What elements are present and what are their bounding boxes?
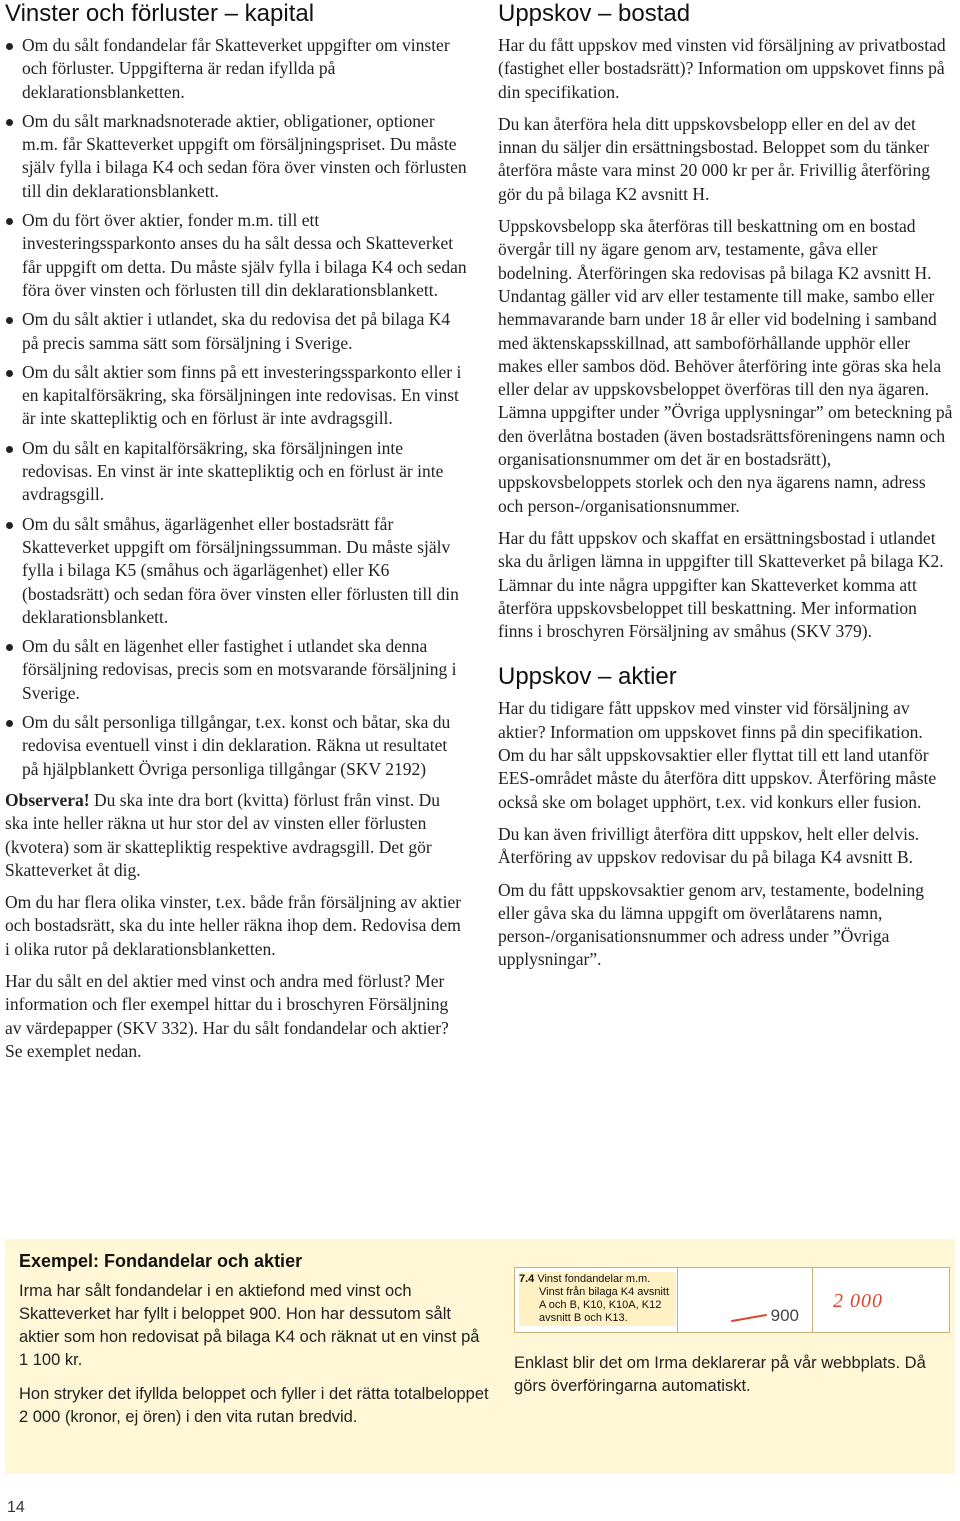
bullet-dot [6, 317, 13, 324]
bullet-text: Om du fört över aktier, fonder m.m. till ett investeringssparkonto anses du ha sålt dessa och Skatteverket får uppgift om detta. Du måste själv fylla i bilaga K4 och sedan föra över vinsten och förlusten till din deklarationsblankett. [22, 210, 467, 300]
bostad-paragraph: Uppskovsbelopp ska återföras till beskattning om en bostad övergår till ny ägare genom arv, testamente, gåva eller bodelning. Återföringen ska redovisas på bilaga K2 avsnitt H. Undantag gäller vid arv eller testamente till make, sambo eller hemmavarande barn under 18 år eller vid bodelning i samband med äktenskapsskillnad, att samboförhållande upphör eller makes eller sambos död. Behöver återföring inte göras ska hela eller delar av uppskovsbeloppet överföras till den nya ägaren. Lämna uppgifter under ”Övriga upplysningar” om beteckning på den överlåtna bostaden (även bostadsrättsföreningens namn och organisationsnummer om det är en bostadsrätt), uppskovsbeloppets storlek och den nya ägarens namn, adress och person-/organisationsnummer. [498, 216, 953, 516]
paragraph-flera-vinster: Om du har flera olika vinster, t.ex. både från försäljning av aktier och bostadsrätt, ska du inte heller räkna ihop dem. Redovisa dem i olika rutor på deklarationsblanketten. [5, 892, 462, 959]
bullet-dot [6, 522, 13, 529]
prefilled-amount-cell [677, 1268, 813, 1332]
bullet-item [5, 513, 467, 629]
example-text-block [19, 1251, 489, 1440]
form-field-heading [519, 1273, 650, 1286]
bullet-item [5, 308, 467, 355]
bullet-dot [6, 218, 13, 225]
handwritten-amount: 2 000 [833, 1290, 883, 1312]
bullet-text: Om du sålt personliga tillgångar, t.ex. konst och båtar, ska du redovisa eventuell vinst i din deklaration. Räkna ut resultatet på hjälpblankett Övriga personliga tillgångar (SKV 2192) [22, 712, 451, 779]
bullet-dot [6, 644, 13, 651]
aktier-paragraph: Du kan även frivilligt återföra ditt uppskov, helt eller delvis. Återföring av uppskov redovisar du på bilaga K4 avsnitt B. [498, 823, 920, 868]
form-field-number: 7.4 [519, 1273, 535, 1285]
bullet-item [5, 110, 467, 203]
bullet-dot [6, 720, 13, 727]
form-field-description: Vinst från bilaga K4 avsnitt A och B, K10, K10A, K12 avsnitt B och K13. [539, 1286, 670, 1324]
bostad-paragraph: Har du fått uppskov och skaffat en ersättningsbostad i utlandet ska du årligen lämna in uppgifter till Skatteverket på bilaga K2. Lämnar du inte några uppgifter kan Skatteverket komma att återföra uppskovsbeloppet till beskattning. Mer information finns i broschyren Försäljning av småhus (SKV 379). [498, 527, 944, 642]
observera-text: Du ska inte dra bort (kvitta) förlust från vinst. Du ska inte heller räkna ut hur stor del av vinsten eller förlusten (kvotera) som är skattepliktig respektive avdragsgill. Det gör Skatteverket åt dig. [5, 789, 440, 880]
bullet-text: Om du sålt aktier som finns på ett investeringssparkonto eller i en kapitalförsäkring, ska försäljningen inte redovisas. En vinst är inte skattepliktig och en förlust är inte avdragsgill. [22, 361, 462, 429]
aktier-paragraph: Om du fått uppskovsaktier genom arv, testamente, bodelning eller gåva ska du lämna uppgift om överlåtarens namn, person-/organisationsnummer och adress under ”Övriga upplysningar”. [498, 879, 925, 970]
left-column [5, 0, 467, 1072]
example-paragraph: Irma har sålt fondandelar i en aktiefond med vinst och Skatteverket har fyllt i beloppet 900. Hon har dessutom sålt aktier som hon redovisat på bilaga K4 och räknat ut en vinst på 1 100 kr. [19, 1282, 480, 1369]
bullet-dot [6, 119, 13, 126]
bullet-dot [6, 43, 13, 50]
bostad-paragraph: Du kan återföra hela ditt uppskovsbelopp eller en del av det innan du säljer din ersättningsbostad. Beloppet som du tänker återföra måste vara minst 20 000 kr per år. Frivillig återföring gör du på bilaga K2 avsnitt H. [498, 113, 931, 204]
bullet-text: Om du sålt fondandelar får Skatteverket uppgifter om vinster och förluster. Uppgifterna är redan ifyllda på deklarationsblanketten. [22, 35, 450, 102]
bullet-item [5, 635, 467, 705]
bullet-text: Om du sålt en kapitalförsäkring, ska försäljningen inte redovisas. En vinst är inte skattepliktig och en förlust är inte avdragsgill. [22, 437, 444, 505]
bullet-item [5, 209, 467, 302]
observera-paragraph [5, 789, 467, 882]
example-paragraph: Hon stryker det ifyllda beloppet och fyller i det rätta totalbeloppet 2 000 (kronor, ej ören) i den vita rutan bredvid. [19, 1385, 489, 1426]
aktier-paragraph: Har du tidigare fått uppskov med vinster vid försäljning av aktier? Information om uppskovet finns på din specifikation. Om du har sålt uppskovsaktier eller flyttat till ett land utanför EES-området måste du återföra ditt uppskov. Återföring måste också ske om bolaget upphört, t.ex. vid konkurs eller fusion. [498, 698, 937, 812]
bullet-text: Om du sålt småhus, ägarlägenhet eller bostadsrätt får Skatteverket uppgift om försäljningssumman. Du måste själv fylla i bilaga K5 (småhus och ägarlägenhet) eller K6 (bostadsrätt) och sedan föra över vinsten eller förlusten till din deklarationsblankett. [22, 513, 459, 627]
bullet-dot [6, 446, 13, 453]
example-box [5, 1239, 955, 1474]
form-field-title: Vinst fondandelar m.m. [534, 1273, 651, 1285]
form-field-label [519, 1272, 676, 1326]
bullet-text: Om du sålt marknadsnoterade aktier, obligationer, optioner m.m. får Skatteverket uppgift om försäljningspriset. Du måste själv fylla i bilaga K4 och sedan föra över vinsten och förlusten till din deklarationsblankett. [22, 110, 467, 201]
section-title-vinster: Vinster och förluster – kapital [5, 0, 315, 27]
section-title-uppskov-bostad: Uppskov – bostad [498, 0, 691, 27]
bullet-item [5, 361, 467, 431]
bullet-item [5, 437, 467, 507]
amount-input-cell[interactable] [812, 1268, 950, 1332]
bullet-item [5, 34, 467, 104]
observera-label: Observera! [5, 789, 90, 810]
bostad-paragraph: Har du fått uppskov med vinsten vid försäljning av privatbostad (fastighet eller bostadsrätt)? Information om uppskovet finns på din specifikation. [498, 35, 946, 102]
bullet-item [5, 711, 467, 781]
example-note: Enklast blir det om Irma deklarerar på vår webbplats. Då görs överföringarna automatiskt. [514, 1354, 926, 1395]
paragraph-del-aktier: Har du sålt en del aktier med vinst och andra med förlust? Mer information och fler exempel hittar du i broschyren Försäljning av värdepapper (SKV 332). Har du sålt fondandelar och aktier? Se exemplet nedan. [5, 970, 449, 1061]
example-title: Exempel: Fondandelar och aktier [19, 1251, 303, 1271]
section-title-uppskov-aktier: Uppskov – aktier [498, 663, 677, 691]
bullet-text: Om du sålt en lägenhet eller fastighet i utlandet ska denna försäljning redovisas, precis som en motsvarande försäljning i Sverige. [22, 636, 457, 703]
bullet-list [5, 34, 467, 781]
page-number: 14 [7, 1499, 25, 1516]
prefilled-amount: 900 [770, 1306, 799, 1325]
right-column [498, 0, 953, 981]
bullet-dot [6, 370, 13, 377]
form-field-7-4 [514, 1267, 950, 1333]
bullet-text: Om du sålt aktier i utlandet, ska du redovisa det på bilaga K4 på precis samma sätt som försäljning i Sverige. [22, 309, 451, 353]
